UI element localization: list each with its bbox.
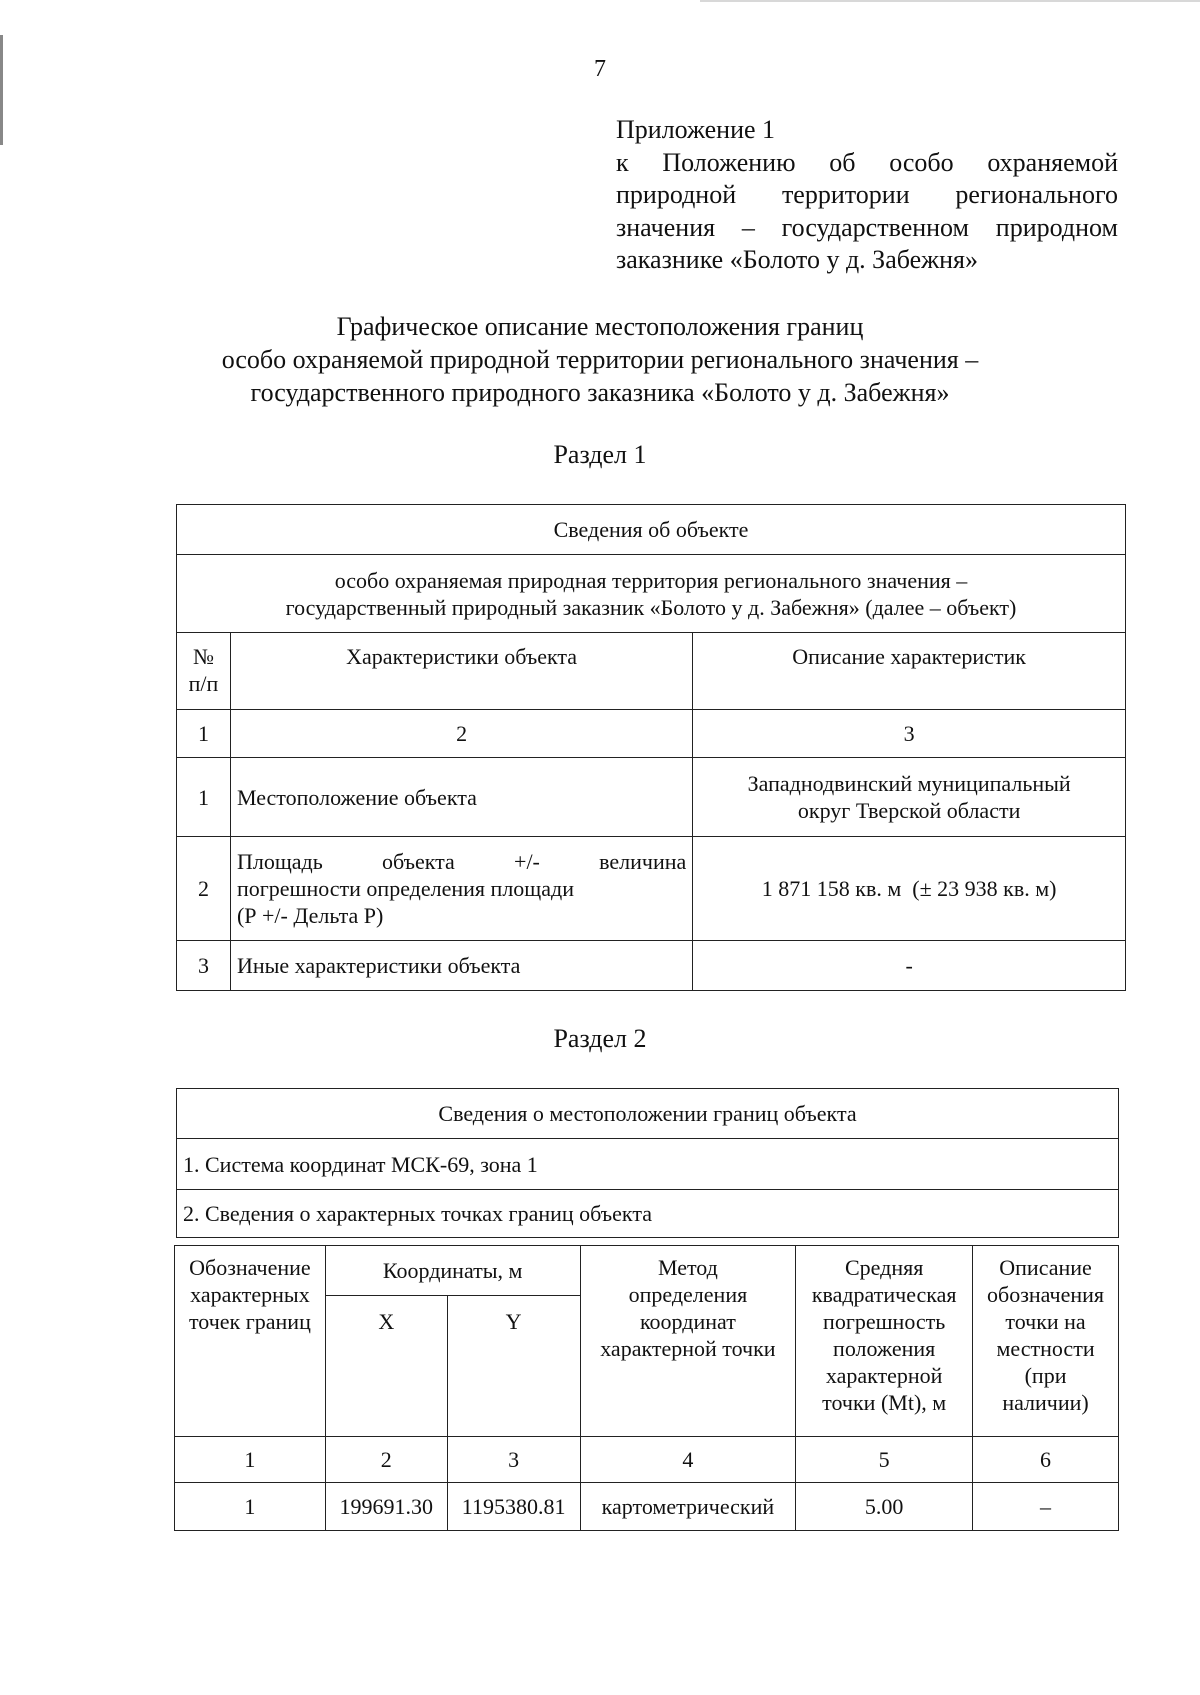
header-error-line-3: погрешность <box>823 1309 946 1334</box>
col-number-2: 2 <box>230 710 692 758</box>
appendix-line-4: значения – государственном природном <box>616 212 1118 242</box>
title-line-2: особо охраняемой природной территории регионального значения – <box>221 345 979 374</box>
table-row <box>175 1483 1119 1531</box>
point-y: 1195380.81 <box>447 1483 580 1531</box>
header-desc-line-5: (при <box>1024 1363 1067 1388</box>
object-name-line-1: особо охраняемая природная территория регионального значения – <box>334 567 968 593</box>
row-description-line-1: Западнодвинский муниципальный <box>747 771 1071 796</box>
object-name-line-2: государственный природный заказник «Болото у д. Забежня» (далее – объект) <box>285 594 1017 620</box>
header-error-line-6: точки (Mt), м <box>822 1390 947 1415</box>
col-number-1: 1 <box>177 710 231 758</box>
row-description-line-2: округ Тверской области <box>797 798 1021 823</box>
header-method-line-1: Метод <box>657 1255 718 1280</box>
header-mean-error <box>796 1246 973 1437</box>
table-row <box>177 941 1126 991</box>
boundary-points-table <box>174 1245 1119 1531</box>
boundary-info-table <box>176 1088 1119 1238</box>
title-line-1: Графическое описание местоположения границ <box>336 312 864 341</box>
row-description: - <box>693 941 1126 991</box>
header-error-line-1: Средняя <box>845 1255 924 1280</box>
row-characteristic <box>230 837 692 941</box>
header-y: Y <box>447 1296 580 1437</box>
header-x: X <box>325 1296 447 1437</box>
row-description: 1 871 158 кв. м (± 23 938 кв. м) <box>693 837 1126 941</box>
boundary-table-title: Сведения о местоположении границ объекта <box>177 1089 1119 1139</box>
object-table-title: Сведения об объекте <box>177 505 1126 555</box>
header-method <box>580 1246 796 1437</box>
scan-edge-line <box>700 0 1200 2</box>
point-description: – <box>973 1483 1119 1531</box>
header-desc-line-6: наличии) <box>1002 1390 1089 1415</box>
document-title <box>0 310 1200 409</box>
points-info: 2. Сведения о характерных точках границ объекта <box>177 1190 1119 1238</box>
header-error-line-4: положения <box>833 1336 936 1361</box>
section-1-heading: Раздел 1 <box>553 440 647 469</box>
point-method: картометрический <box>580 1483 796 1531</box>
point-error: 5.00 <box>796 1483 973 1531</box>
header-description: Описание характеристик <box>693 633 1126 710</box>
row-characteristic-line-1: Площадь объекта +/- величина <box>236 849 687 874</box>
object-name-cell <box>177 555 1126 633</box>
object-info-table <box>176 504 1126 991</box>
header-characteristic: Характеристики объекта <box>230 633 692 710</box>
header-desc-line-2: обозначения <box>987 1282 1105 1307</box>
point-x: 199691.30 <box>325 1483 447 1531</box>
row-number: 2 <box>177 837 231 941</box>
appendix-line-3: природной территории регионального <box>616 180 1118 209</box>
col-number-5: 5 <box>796 1437 973 1483</box>
scan-margin-line <box>0 35 3 145</box>
header-coordinates: Координаты, м <box>325 1246 580 1296</box>
appendix-header <box>616 114 1118 277</box>
row-characteristic-line-2: погрешности определения площади <box>236 876 574 901</box>
appendix-line-5: заказнике «Болото у д. Забежня» <box>616 245 979 274</box>
col-number-3: 3 <box>447 1437 580 1483</box>
table-row <box>177 758 1126 837</box>
col-number-6: 6 <box>973 1437 1119 1483</box>
header-error-line-5: характерной <box>825 1363 943 1388</box>
row-number: 3 <box>177 941 231 991</box>
coordinate-system: 1. Система координат МСК-69, зона 1 <box>177 1139 1119 1190</box>
header-method-line-2: определения <box>628 1282 748 1307</box>
page-number: 7 <box>594 56 606 82</box>
row-characteristic: Местоположение объекта <box>230 758 692 837</box>
col-number-2: 2 <box>325 1437 447 1483</box>
header-designation-line-2: характерных <box>190 1282 310 1307</box>
appendix-line-2: к Положению об особо охраняемой <box>616 147 1118 177</box>
title-line-3: государственного природного заказника «Болото у д. Забежня» <box>250 378 950 407</box>
section-2-heading: Раздел 2 <box>553 1024 647 1053</box>
header-error-line-2: квадратическая <box>811 1282 957 1307</box>
row-description <box>693 758 1126 837</box>
col-number-4: 4 <box>580 1437 796 1483</box>
header-point-description <box>973 1246 1119 1437</box>
header-number <box>177 633 231 710</box>
header-number-line-1: № <box>192 644 214 669</box>
header-desc-line-4: местности <box>996 1336 1095 1361</box>
header-designation-line-3: точек границ <box>188 1309 311 1334</box>
appendix-line-1: Приложение 1 <box>616 115 776 144</box>
row-characteristic-line-3: (Р +/- Дельта Р) <box>236 903 384 928</box>
header-designation-line-1: Обозначение <box>189 1255 311 1280</box>
header-desc-line-3: точки на <box>1005 1309 1086 1334</box>
header-method-line-3: координат <box>639 1309 736 1334</box>
col-number-3: 3 <box>693 710 1126 758</box>
row-number: 1 <box>177 758 231 837</box>
col-number-1: 1 <box>175 1437 326 1483</box>
header-method-line-4: характерной точки <box>600 1336 776 1361</box>
header-point-designation <box>175 1246 326 1437</box>
header-number-line-2: п/п <box>188 671 219 696</box>
table-row <box>177 837 1126 941</box>
header-desc-line-1: Описание <box>999 1255 1092 1280</box>
row-characteristic: Иные характеристики объекта <box>230 941 692 991</box>
point-number: 1 <box>175 1483 326 1531</box>
